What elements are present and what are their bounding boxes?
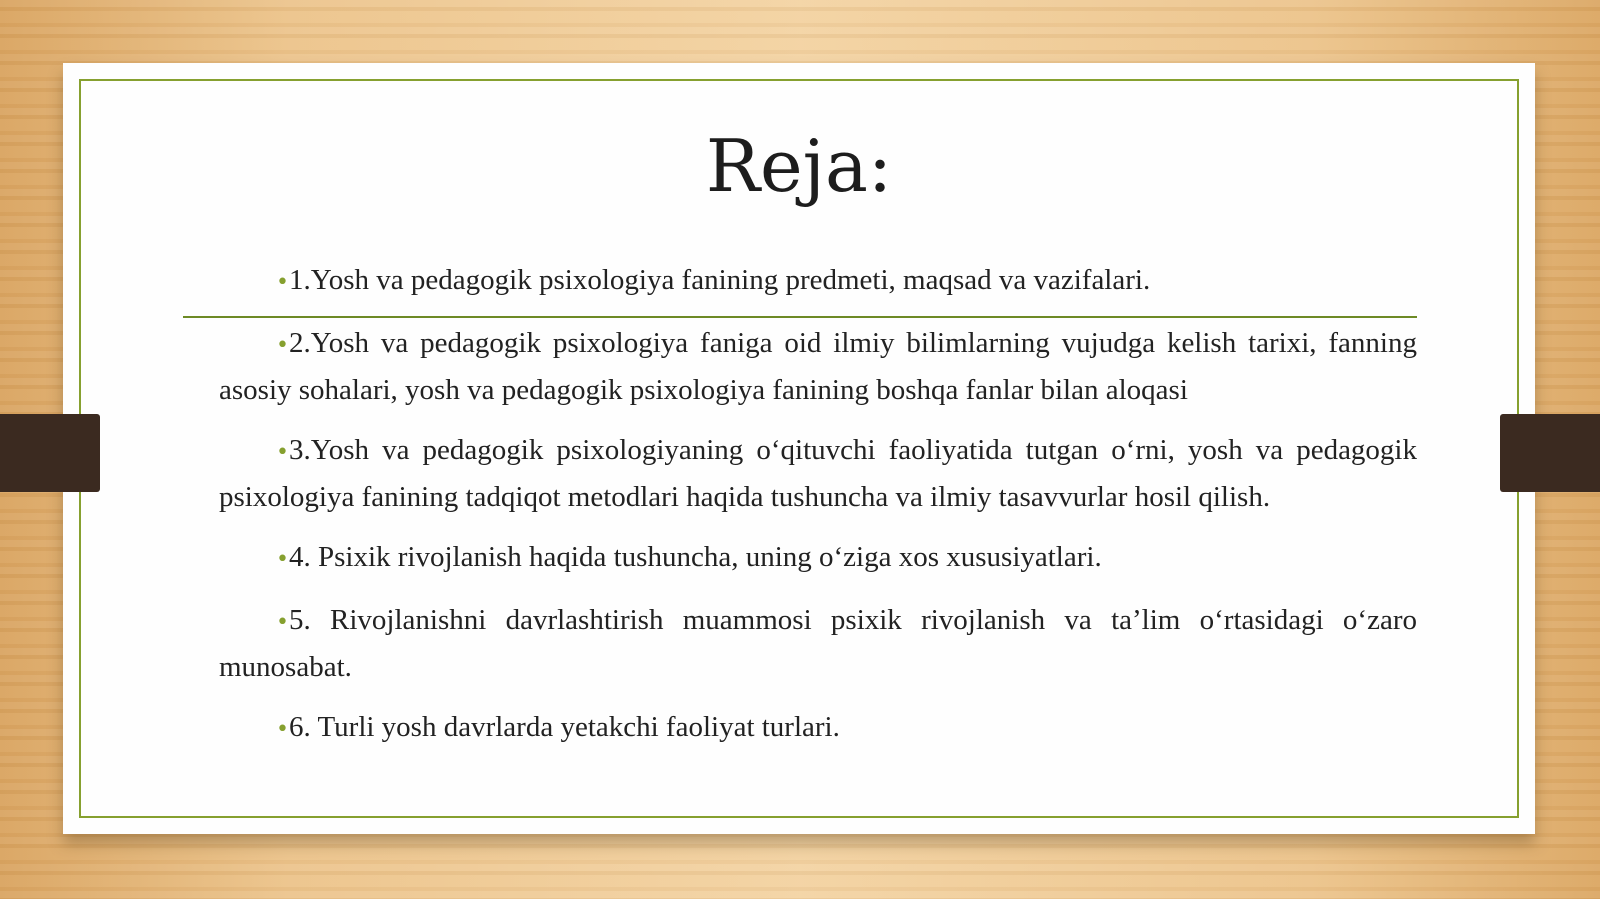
list-item-text: 3.Yosh va pedagogik psixologiyaning o‘qituvchi faoliyatida tutgan o‘rni, yosh va pedagogik psixologiya fanining tadqiqot metodlari haqida tushuncha va ilmiy tasavvurlar hosil qilish. (219, 434, 1417, 513)
list-item-text: 5. Rivojlanishni davrlashtirish muammosi psixik rivojlanish va ta’lim o‘rtasidagi o‘zaro munosabat. (219, 604, 1417, 683)
bullet-icon: • (276, 717, 289, 742)
slide-title: Reja: (705, 124, 893, 208)
bullet-icon: • (276, 333, 289, 358)
list-item (219, 428, 1417, 519)
list-item (219, 321, 1417, 412)
list-item (219, 705, 1417, 752)
left-clip (0, 414, 100, 492)
list-item (219, 258, 1417, 305)
list-item-text: 6. Turli yosh davrlarda yetakchi faoliyat turlari. (288, 711, 840, 743)
bullet-icon: • (276, 440, 289, 465)
bullet-icon: • (276, 610, 289, 635)
list-item (219, 598, 1417, 689)
list-item-text: 2.Yosh va pedagogik psixologiya faniga oid ilmiy bilimlarning vujudga kelish tarixi, fanning asosiy sohalari, yosh va pedagogik psixologiya fanining boshqa fanlar bilan aloqasi (219, 327, 1417, 406)
right-clip (1500, 414, 1600, 492)
bullet-icon: • (276, 547, 289, 572)
bullet-icon: • (276, 270, 289, 295)
plan-list (219, 258, 1417, 768)
list-item (219, 535, 1417, 582)
list-item-text: 4. Psixik rivojlanish haqida tushuncha, uning o‘ziga xos xususiyatlari. (288, 541, 1102, 573)
list-item-text: 1.Yosh va pedagogik psixologiya fanining predmeti, maqsad va vazifalari. (288, 264, 1151, 296)
